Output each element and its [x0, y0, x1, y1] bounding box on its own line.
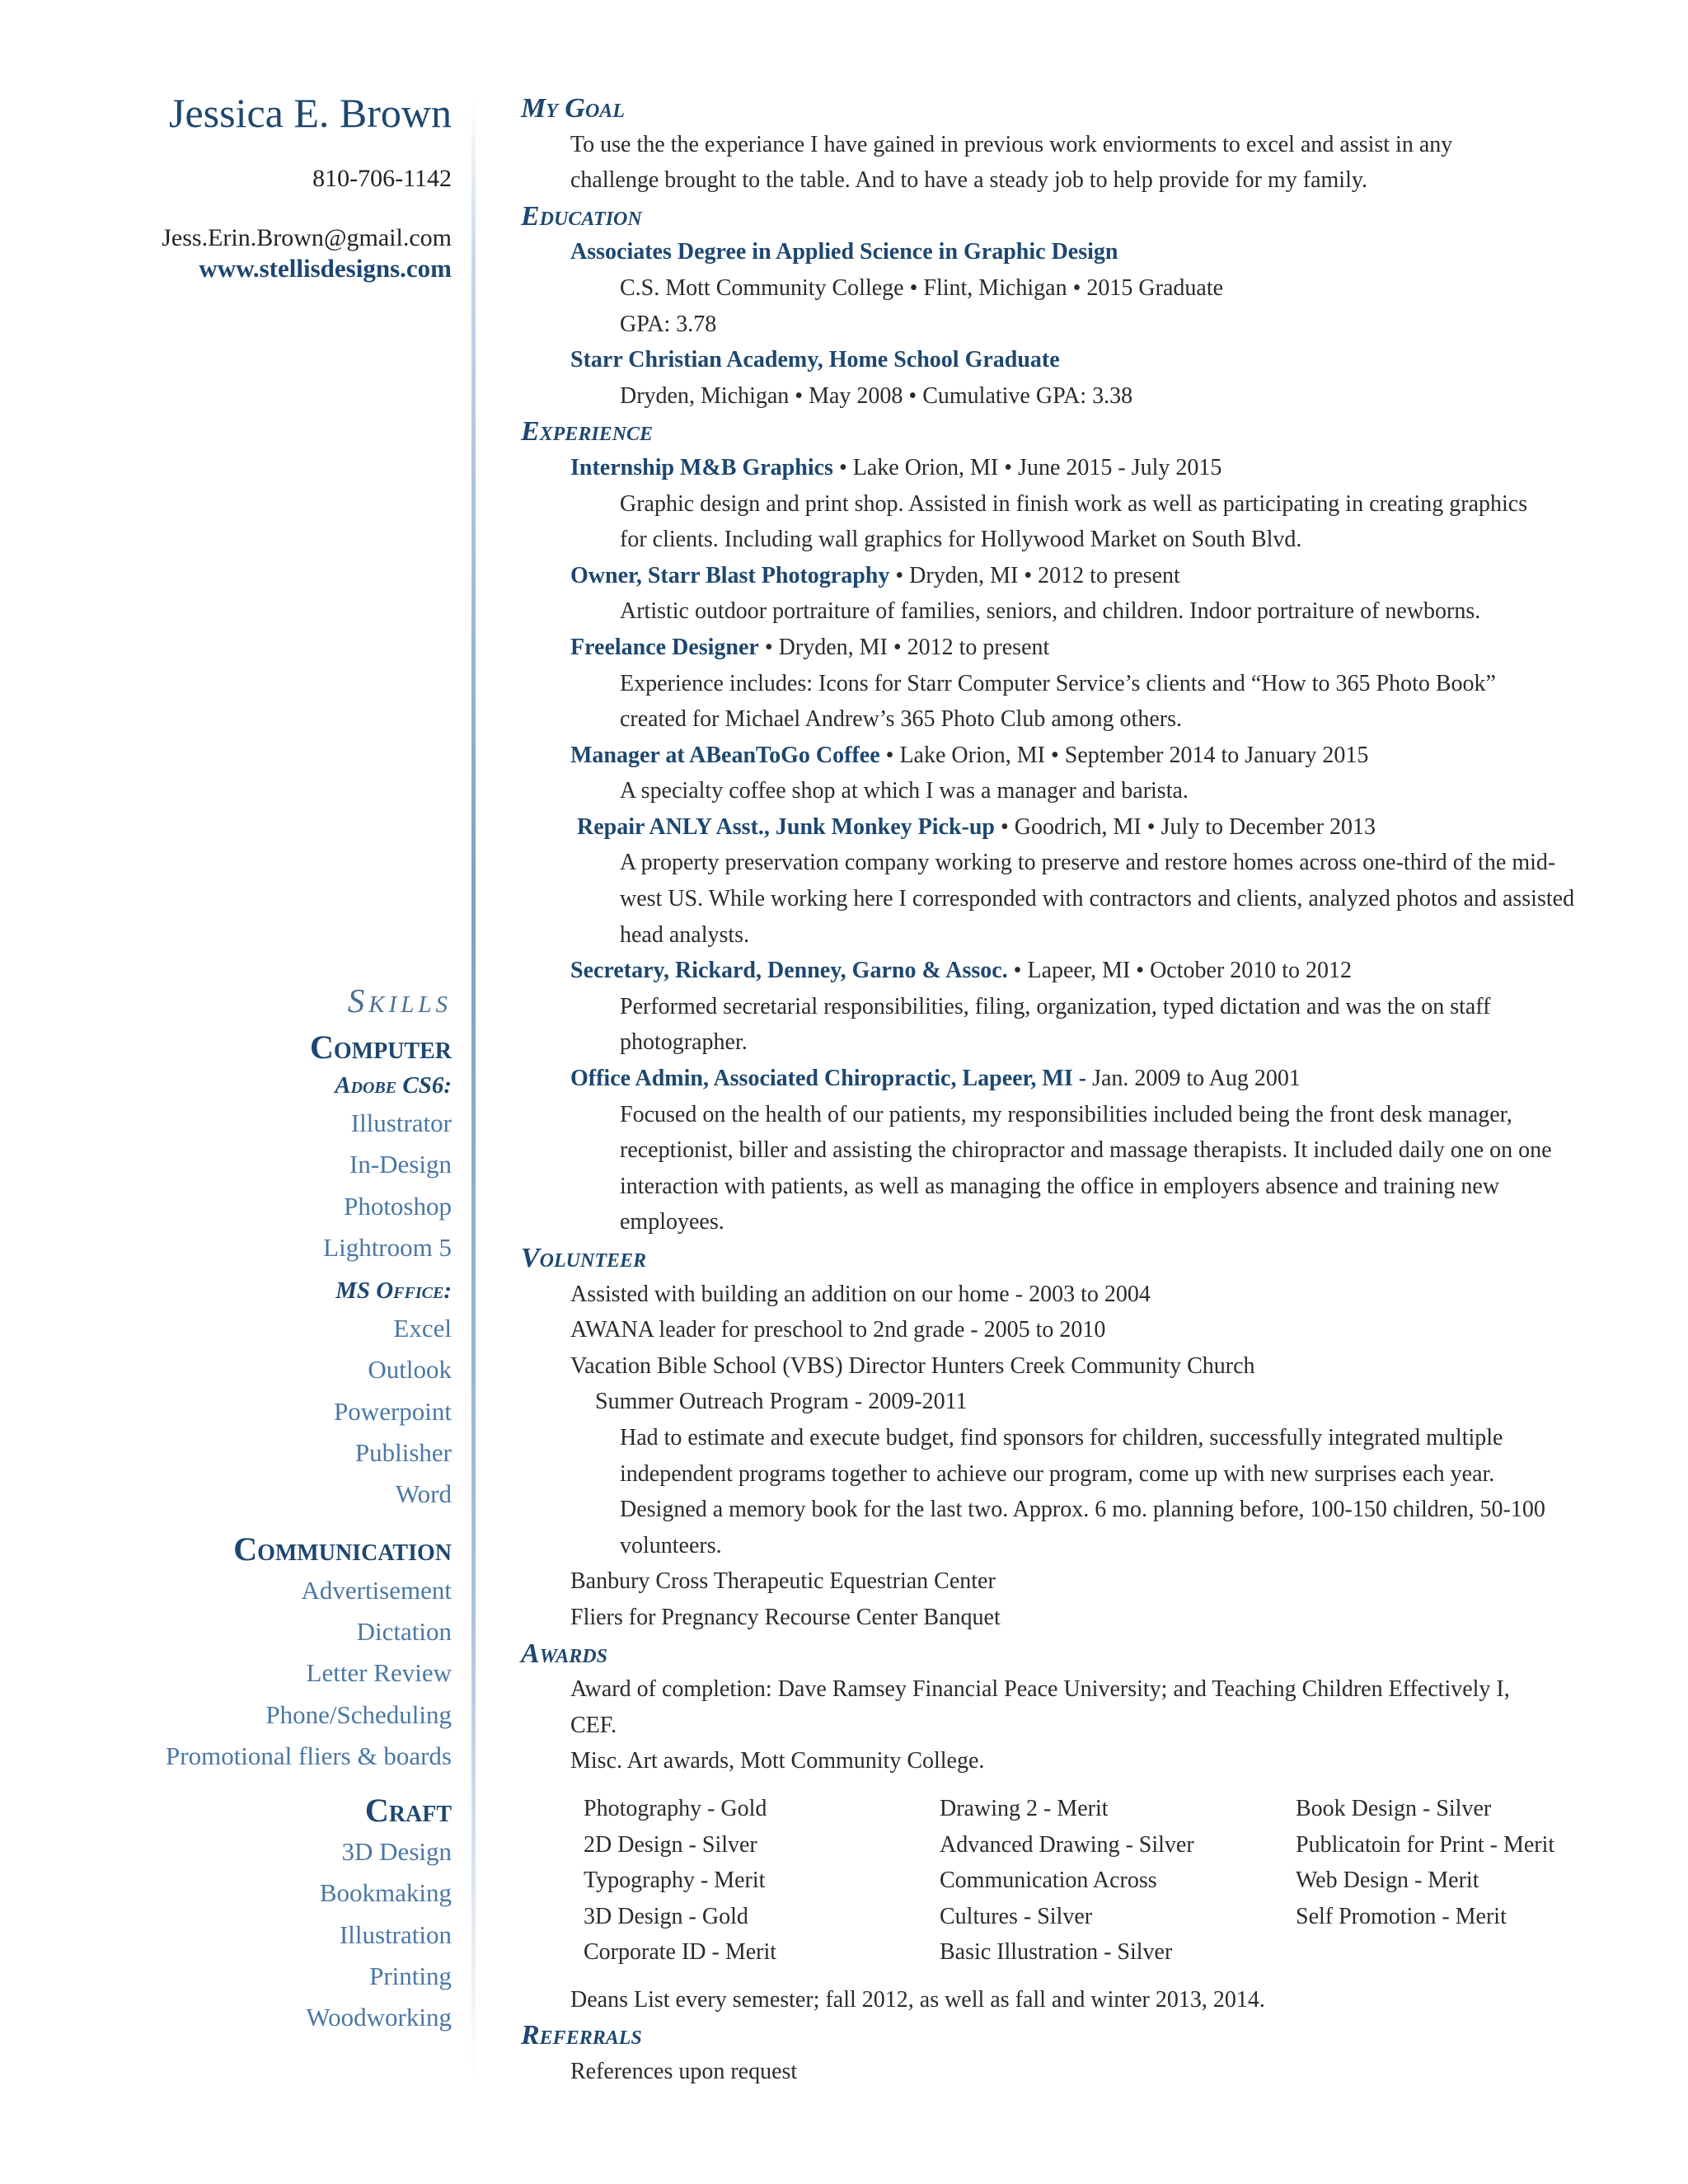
job-meta: • Dryden, MI • 2012 to present: [758, 634, 1050, 660]
art-award: Cultures - Silver: [940, 1903, 1093, 1929]
volunteer-item: Vacation Bible School (VBS) Director Hunters Creek Community Church: [570, 1352, 1255, 1379]
job-role: Owner, Starr Blast Photography: [570, 562, 890, 588]
job-meta: • Lake Orion, MI • June 2015 - July 2015: [832, 454, 1222, 480]
job-role: Manager at ABeanToGo Coffee: [570, 742, 880, 768]
skill-item: Publisher: [354, 1438, 452, 1468]
job-role: Office Admin, Associated Chiropractic, Lapeer, MI -: [570, 1066, 1087, 1092]
art-award: Photography - Gold: [584, 1795, 767, 1821]
skill-item: Word: [395, 1479, 452, 1509]
goal-text: To use the the experiance I have gained in previous work enviorments to excel and assist in any challenge brought to the table. And to have a steady job to help provide for my family.: [570, 131, 1453, 194]
job-description: Experience includes: Icons for Starr Computer Service’s clients and “How to 365 Photo Book” created for Michael Andrew’s 365 Photo Club among others.: [620, 670, 1496, 733]
skill-category-computer: Computer: [310, 1029, 452, 1066]
job-role: Freelance Designer: [570, 634, 759, 660]
job-meta: • Lake Orion, MI • September 2014 to January 2015: [879, 742, 1369, 768]
deans-list: Deans List every semester; fall 2012, as well as fall and winter 2013, 2014.: [570, 1986, 1265, 2013]
referrals-text: References upon request: [570, 2059, 798, 2085]
job-heading: [521, 450, 1592, 486]
job-description: A specialty coffee shop at which I was a manager and barista.: [620, 778, 1189, 804]
email-address[interactable]: Jess.Erin.Brown@gmail.com: [162, 224, 452, 251]
volunteer-item: Banbury Cross Therapeutic Equestrian Center: [570, 1568, 996, 1595]
skill-item: Promotional fliers & boards: [166, 1741, 452, 1770]
education-degree: Associates Degree in Applied Science in Graphic Design: [570, 239, 1118, 265]
job-description: A property preservation company working to preserve and restore homes across one-third of the mid-west US. While working here I corresponded with contractors and clients, analyzed photos and assisted head analysts.: [620, 850, 1575, 948]
job-meta: • Dryden, MI • 2012 to present: [889, 562, 1180, 588]
volunteer-item: Fliers for Pregnancy Recourse Center Banquet: [570, 1604, 1001, 1630]
website-link[interactable]: www.stellisdesigns.com: [199, 254, 452, 283]
job-meta: Jan. 2009 to Aug 2001: [1086, 1066, 1301, 1092]
skills-section: [0, 979, 452, 2039]
art-award: Communication Across: [940, 1868, 1157, 1894]
skill-item: Excel: [393, 1314, 452, 1343]
art-award: Basic Illustration - Silver: [940, 1939, 1173, 1966]
art-award: Advanced Drawing - Silver: [940, 1831, 1194, 1858]
job-role: Secretary, Rickard, Denney, Garno & Assoc.: [570, 958, 1008, 984]
skill-item: Powerpoint: [334, 1396, 452, 1426]
skill-item: Lightroom 5: [323, 1232, 452, 1262]
section-title-awards: Awards: [521, 1638, 607, 1669]
section-title-education: Education: [521, 200, 642, 232]
volunteer-subitem: Summer Outreach Program - 2009-2011: [595, 1389, 968, 1415]
skill-item: Printing: [369, 1961, 452, 1991]
phone-number: 810-706-1142: [312, 165, 452, 192]
section-title-goal: My Goal: [521, 93, 625, 124]
job-heading: [521, 738, 1592, 774]
education-gpa: GPA: 3.78: [620, 311, 717, 337]
skill-item: In-Design: [349, 1150, 452, 1179]
job-description: Focused on the health of our patients, my responsibilities included being the front desk manager, receptionist, biller and assisting the chiropractor and massage therapists. It included daily one on one interaction with patients, as well as managing the office in employers absence and training new employees.: [620, 1101, 1552, 1235]
job-description: Artistic outdoor portraiture of families, seniors, and children. Indoor portraiture of newborns.: [620, 598, 1481, 625]
job-heading: [521, 1061, 1592, 1097]
education-detail: C.S. Mott Community College • Flint, Michigan • 2015 Graduate: [620, 274, 1224, 301]
art-awards-grid: [521, 1791, 1592, 1971]
skill-item: Bookmaking: [319, 1878, 452, 1908]
skill-item: Phone/Scheduling: [265, 1699, 452, 1729]
art-award: Typography - Merit: [584, 1868, 766, 1894]
volunteer-description: Had to estimate and execute budget, find sponsors for children, successfully integrated multiple independent programs together to achieve our program, come up with new surprises each year. Designed a memory book for the last two. Approx. 6 mo. planning before, 100-150 children, 50-100 volunteers.: [620, 1424, 1545, 1558]
art-award: 2D Design - Silver: [584, 1831, 757, 1858]
education-detail: Dryden, Michigan • May 2008 • Cumulative GPA: 3.38: [620, 382, 1133, 409]
skill-item: Illustration: [339, 1919, 452, 1949]
applicant-name: Jessica E. Brown: [169, 90, 452, 136]
section-title-volunteer: Volunteer: [521, 1243, 647, 1273]
art-award: Publicatoin for Print - Merit: [1296, 1831, 1555, 1858]
art-award: Drawing 2 - Merit: [940, 1795, 1109, 1821]
skill-category-craft: Craft: [364, 1792, 452, 1830]
art-award: Self Promotion - Merit: [1296, 1903, 1507, 1929]
skill-item: 3D Design: [341, 1837, 452, 1867]
job-description: Performed secretarial responsibilities, filing, organization, typed dictation and was the on staff photographer.: [620, 993, 1491, 1056]
section-title-experience: Experience: [521, 416, 654, 448]
column-divider: [471, 99, 476, 2085]
job-heading: [521, 630, 1592, 666]
skill-subcategory-adobe: Adobe CS6:: [335, 1072, 452, 1099]
art-award-empty: [1296, 1934, 1652, 1971]
award-item: Misc. Art awards, Mott Community College.: [570, 1748, 985, 1774]
skill-subcategory-office: MS Office:: [335, 1277, 452, 1305]
skill-item: Woodworking: [306, 2003, 452, 2032]
volunteer-item: AWANA leader for preschool to 2nd grade - 2005 to 2010: [570, 1317, 1106, 1343]
job-role: Internship M&B Graphics: [570, 454, 833, 480]
skill-item: Letter Review: [306, 1658, 452, 1688]
skill-category-communication: Communication: [233, 1530, 452, 1568]
art-award: Corporate ID - Merit: [584, 1939, 777, 1966]
job-role: Repair ANLY Asst., Junk Monkey Pick-up: [577, 813, 995, 840]
job-heading: [521, 809, 1592, 846]
art-award: Web Design - Merit: [1296, 1868, 1479, 1894]
job-heading: [521, 953, 1592, 989]
job-heading: [521, 558, 1592, 594]
art-award: 3D Design - Gold: [584, 1903, 748, 1929]
education-degree: Starr Christian Academy, Home School Graduate: [570, 347, 1060, 373]
volunteer-item: Assisted with building an addition on our home - 2003 to 2004: [570, 1281, 1151, 1307]
section-title-referrals: Referrals: [521, 2020, 642, 2051]
skill-item: Illustrator: [350, 1108, 452, 1137]
job-meta: • Lapeer, MI • October 2010 to 2012: [1007, 958, 1353, 984]
skills-title: Skills: [347, 982, 452, 1019]
skill-item: Outlook: [368, 1355, 452, 1385]
award-item: Award of completion: Dave Ramsey Financial Peace University; and Teaching Children Effectively I, CEF.: [570, 1676, 1510, 1738]
art-award: Book Design - Silver: [1296, 1795, 1492, 1821]
skill-item: Advertisement: [301, 1575, 452, 1605]
skill-item: Dictation: [356, 1616, 452, 1646]
skill-item: Photoshop: [344, 1191, 452, 1221]
main-column: [521, 91, 1592, 2090]
job-description: Graphic design and print shop. Assisted in finish work as well as participating in creating graphics for clients. Including wall graphics for Hollywood Market on South Blvd.: [620, 490, 1528, 553]
job-meta: • Goodrich, MI • July to December 2013: [994, 813, 1376, 840]
